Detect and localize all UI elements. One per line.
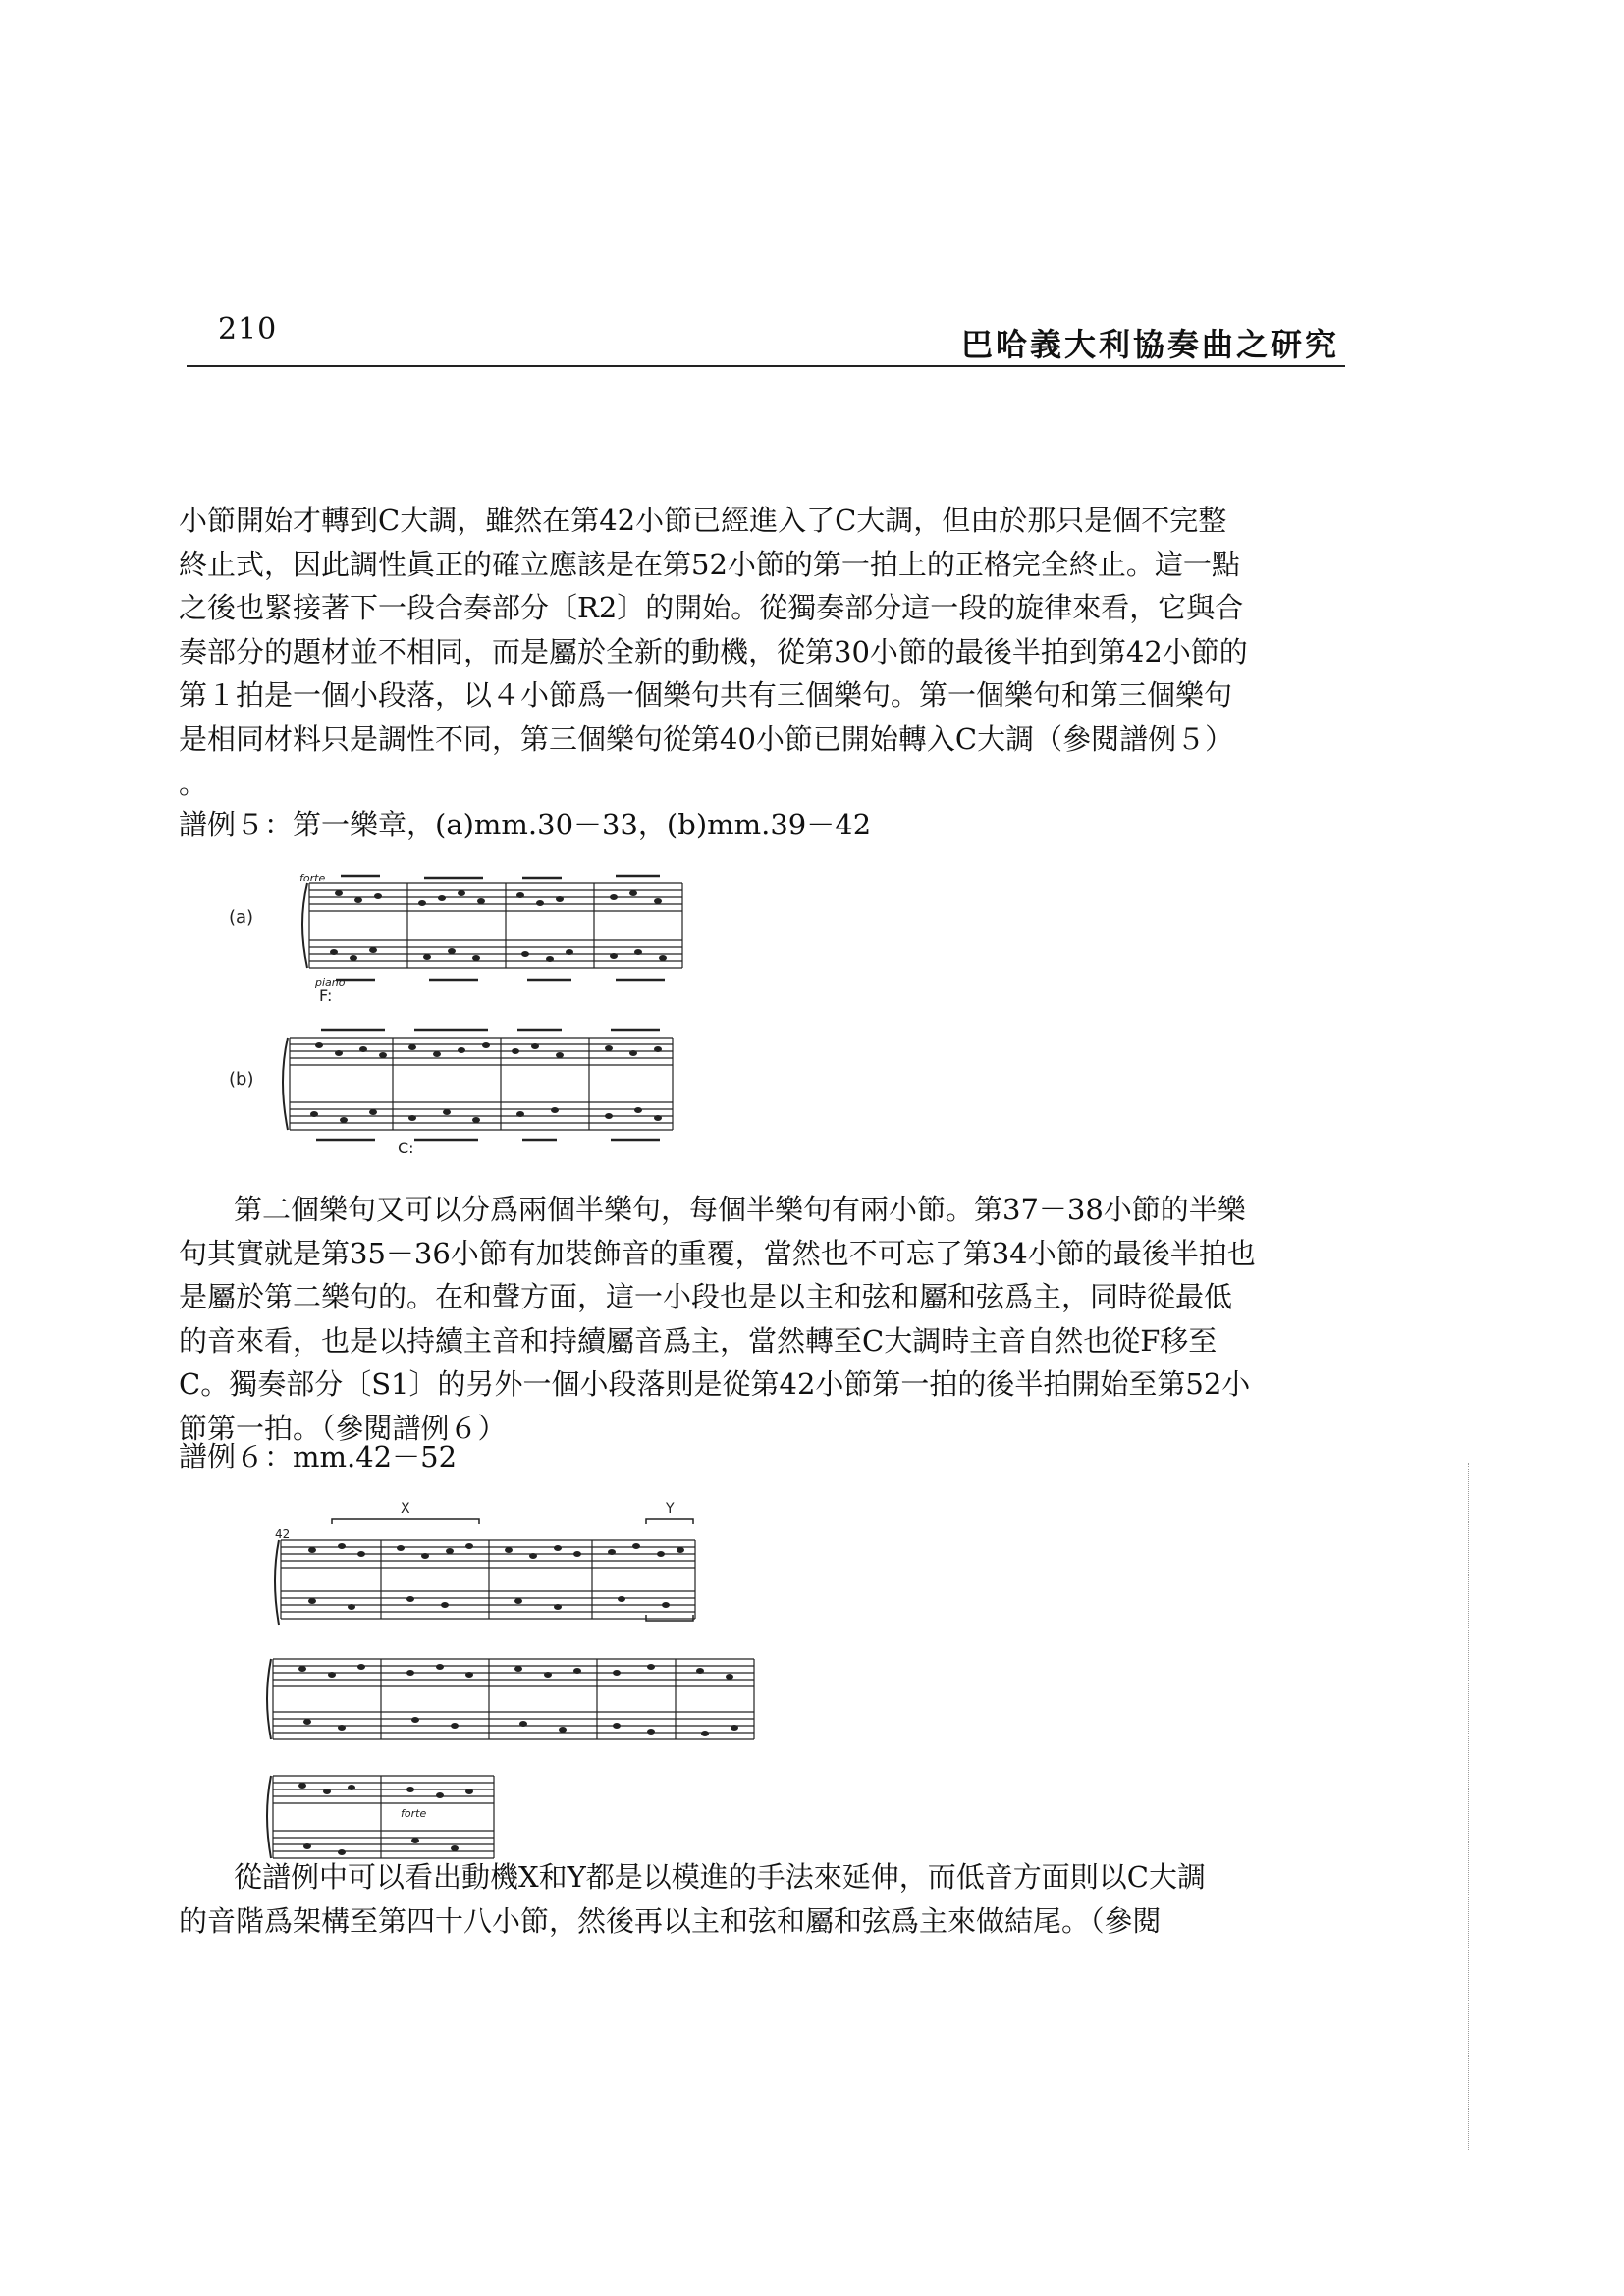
marking-forte: forte bbox=[401, 1807, 427, 1820]
example-5-caption: 譜例５：第一樂章，(a)mm.30－33，(b)mm.39－42 bbox=[179, 808, 872, 841]
text-line: 奏部分的題材並不相同，而是屬於全新的動機，從第30小節的最後半拍到第42小節的 bbox=[179, 634, 1248, 668]
text-line: 是屬於第二樂句的。在和聲方面，這一小段也是以主和弦和屬和弦爲主，同時從最低 bbox=[179, 1280, 1233, 1314]
key-label-f: F: bbox=[319, 987, 333, 1005]
example-6-caption: 譜例６：mm.42－52 bbox=[179, 1440, 458, 1473]
score-label-a: (a) bbox=[229, 907, 254, 928]
paragraph-1 bbox=[179, 499, 1264, 805]
text-line: 第二個樂句又可以分爲兩個半樂句，每個半樂句有兩小節。第37－38小節的半樂 bbox=[234, 1193, 1246, 1226]
page-number: 210 bbox=[218, 312, 278, 347]
header-rule bbox=[187, 365, 1345, 367]
text-line: 的音階爲架構至第四十八小節，然後再以主和弦和屬和弦爲主來做結尾。（參閱 bbox=[179, 1903, 1162, 1938]
score-example-5b bbox=[221, 1016, 712, 1163]
text-line: 小節開始才轉到C大調，雖然在第42小節已經進入了C大調，但由於那只是個不完整 bbox=[179, 504, 1227, 537]
text-line: C。獨奏部分〔S1〕的另外一個小段落則是從第42小節第一拍的後半拍開始至第52小 bbox=[179, 1367, 1251, 1402]
text-line: 第１拍是一個小段落，以４小節爲一個樂句共有三個樂句。第一個樂句和第三個樂句 bbox=[179, 678, 1233, 713]
score-example-6-system-2 bbox=[263, 1637, 764, 1765]
text-line: 節第一拍。（參閱譜例６） bbox=[179, 1411, 507, 1445]
score-example-6-system-1 bbox=[273, 1497, 705, 1634]
text-line: 終止式，因此調性眞正的確立應該是在第52小節的第一拍上的正格完全終止。這一點 bbox=[179, 547, 1240, 581]
key-label-c: C: bbox=[398, 1139, 414, 1157]
score-example-5a bbox=[221, 864, 712, 1011]
marking-piano: piano bbox=[315, 976, 346, 988]
paragraph-2 bbox=[179, 1188, 1264, 1451]
text-line: 。 bbox=[179, 766, 208, 800]
marking-forte: forte bbox=[299, 872, 326, 884]
measure-number: 42 bbox=[275, 1527, 291, 1541]
text-line: 從譜例中可以看出動機X和Y都是以模進的手法來延伸，而低音方面則以C大調 bbox=[234, 1860, 1206, 1894]
motive-y-label: Y bbox=[666, 1501, 675, 1517]
score-label-b: (b) bbox=[229, 1069, 254, 1090]
text-line: 是相同材料只是調性不同，第三個樂句從第40小節已開始轉入C大調（參閱譜例５） bbox=[179, 721, 1234, 756]
book-title: 巴哈義大利協奏曲之研究 bbox=[960, 326, 1339, 363]
text-line: 句其實就是第35－36小節有加裝飾音的重覆，當然也不可忘了第34小節的最後半拍也 bbox=[179, 1236, 1256, 1270]
text-line: 之後也緊接著下一段合奏部分〔R2〕的開始。從獨奏部分這一段的旋律來看，它與合 bbox=[179, 591, 1244, 625]
scan-margin-line bbox=[1468, 1463, 1469, 2150]
motive-x-label: X bbox=[401, 1501, 410, 1517]
paragraph-3 bbox=[179, 1855, 1264, 1943]
text-line: 的音來看，也是以持續主音和持續屬音爲主，當然轉至C大調時主音自然也從F移至 bbox=[179, 1323, 1218, 1358]
